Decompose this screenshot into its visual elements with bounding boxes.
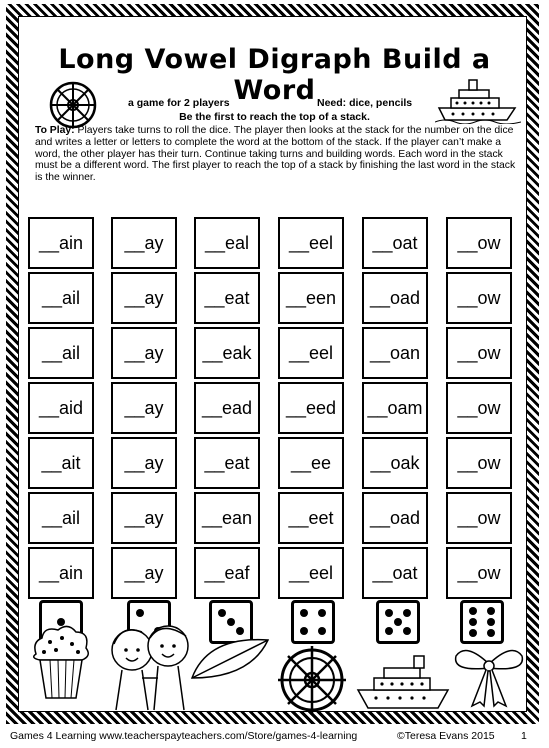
word-cell[interactable]: __ay xyxy=(111,437,177,489)
word-cell[interactable]: __ow xyxy=(446,382,512,434)
word-cell[interactable]: __oam xyxy=(362,382,428,434)
die-pip xyxy=(487,607,495,615)
word-cell[interactable]: __eel xyxy=(278,327,344,379)
word-cell[interactable]: __ail xyxy=(28,272,94,324)
word-cell[interactable]: __ay xyxy=(111,492,177,544)
word-cell[interactable]: __ay xyxy=(111,382,177,434)
word-cell[interactable]: __ean xyxy=(194,492,260,544)
word-cell[interactable]: __eed xyxy=(278,382,344,434)
die-pip xyxy=(385,627,393,635)
word-cell[interactable]: __ay xyxy=(111,217,177,269)
word-cell[interactable]: __eet xyxy=(278,492,344,544)
word-cell[interactable]: __ail xyxy=(28,327,94,379)
word-cell[interactable]: __ay xyxy=(111,272,177,324)
kids-icon xyxy=(102,614,200,712)
word-cell[interactable]: __oak xyxy=(362,437,428,489)
die-pip xyxy=(318,609,326,617)
leaf-icon xyxy=(188,634,272,684)
die-pip xyxy=(318,627,326,635)
word-cell[interactable]: __ay xyxy=(111,547,177,599)
word-cell[interactable]: __eel xyxy=(278,547,344,599)
die-face-6 xyxy=(460,600,504,644)
word-cell[interactable]: __ow xyxy=(446,547,512,599)
footer-copyright: ©Teresa Evans 2015 xyxy=(397,730,495,742)
word-cell[interactable]: __eat xyxy=(194,272,260,324)
die-pip xyxy=(300,627,308,635)
die-pip xyxy=(469,629,477,637)
word-cell[interactable]: __eak xyxy=(194,327,260,379)
goal-text: Be the first to reach the top of a stack. xyxy=(179,111,370,123)
players-text: a game for 2 players xyxy=(128,97,230,109)
steamboat-icon xyxy=(356,654,452,712)
word-cell[interactable]: __ee xyxy=(278,437,344,489)
word-cell[interactable]: __ait xyxy=(28,437,94,489)
footer-website: Games 4 Learning www.teacherspayteachers.com/Store/games-4-learning xyxy=(10,730,358,742)
word-cell[interactable]: __een xyxy=(278,272,344,324)
needs-text: Need: dice, pencils xyxy=(317,97,413,109)
word-cell[interactable]: __ay xyxy=(111,327,177,379)
die-pip xyxy=(394,618,402,626)
die-pip xyxy=(227,618,235,626)
ship-wheel-icon xyxy=(276,644,348,716)
die-face-5 xyxy=(376,600,420,644)
die-pip xyxy=(469,618,477,626)
word-cell[interactable]: __ain xyxy=(28,547,94,599)
die-pip xyxy=(385,609,393,617)
rules-paragraph xyxy=(35,125,519,184)
word-cell[interactable]: __ow xyxy=(446,492,512,544)
rules-label: To Play: xyxy=(35,125,75,136)
die-pip xyxy=(403,627,411,635)
die-pip xyxy=(403,609,411,617)
die-pip xyxy=(469,607,477,615)
cupcake-icon xyxy=(30,624,92,702)
word-cell[interactable]: __eel xyxy=(278,217,344,269)
rules-text: Players take turns to roll the dice. The player then looks at the stack for the number on the dice and writes a letter or letters to complete the word at the bottom of the stack. If the player can’t make a word, the other player has their turn. Continue taking turns and building words. Each word in the stack must be a different word. The first player to reach the top of a stack by finishing the last word in the stack is the winner. xyxy=(35,125,516,184)
word-cell[interactable]: __ow xyxy=(446,272,512,324)
die-pip xyxy=(487,629,495,637)
bow-icon xyxy=(452,642,526,708)
word-cell[interactable]: __oan xyxy=(362,327,428,379)
word-cell[interactable]: __ow xyxy=(446,327,512,379)
word-cell[interactable]: __oad xyxy=(362,272,428,324)
die-pip xyxy=(218,609,226,617)
word-cell[interactable]: __oat xyxy=(362,217,428,269)
word-cell[interactable]: __ow xyxy=(446,437,512,489)
word-cell[interactable]: __eal xyxy=(194,217,260,269)
die-face-4 xyxy=(291,600,335,644)
die-pip xyxy=(300,609,308,617)
word-cell[interactable]: __eat xyxy=(194,437,260,489)
page-number: 1 xyxy=(521,730,527,742)
word-cell[interactable]: __ail xyxy=(28,492,94,544)
word-cell[interactable]: __oad xyxy=(362,492,428,544)
page-title: Long Vowel Digraph Build a Word xyxy=(58,44,491,106)
word-cell[interactable]: __ow xyxy=(446,217,512,269)
word-cell[interactable]: __aid xyxy=(28,382,94,434)
word-cell[interactable]: __ead xyxy=(194,382,260,434)
word-cell[interactable]: __eaf xyxy=(194,547,260,599)
word-cell[interactable]: __ain xyxy=(28,217,94,269)
word-cell[interactable]: __oat xyxy=(362,547,428,599)
die-pip xyxy=(487,618,495,626)
